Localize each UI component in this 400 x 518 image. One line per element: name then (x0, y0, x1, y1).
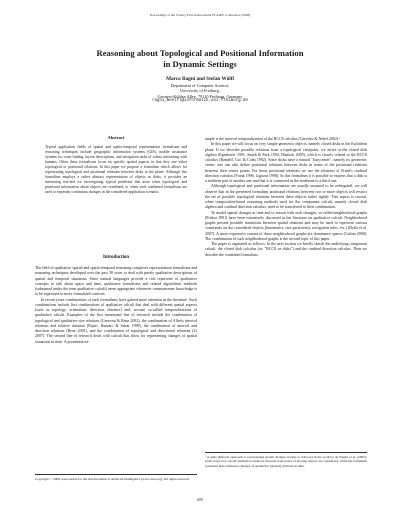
university: University of Freiburg, (180, 88, 220, 94)
right-paragraph-5: The paper is organized as follows: In the next section we briefly sketch the underlying component calculi, the closed disk calculus (or: "RCC8 on disks") and the cardinal direction calculus. Then we describe the combined formalism. (205, 241, 367, 257)
running-head: Proceedings of the Twenty-First International FLAIRS Conference (2008) (149, 13, 251, 17)
emails: ragni,woelfl@informatik.uni-freiburg.de (152, 99, 248, 104)
department: Department of Computer Science, (170, 82, 230, 88)
right-paragraph-4: To model spatial changes in time and to reason with such changes, so-called neighborhood graphs (Freksa 1991) have been extensively discussed in the literature on qualitative calculi. Neighborhood graphs present possible transitions between spatial relations and may be used to represent various constraints on the considered objects (kinematics, size persistency, navigation rules, etc.) (Dylla et al. 2007). A more expressive variant of these neighborhood graphs are dominance spaces (Galton 2000). The combination of such neighborhood graphs is the second topic of this paper. (205, 209, 367, 241)
page-number: 609 (197, 498, 203, 502)
footnote: ¹ A quite different approach to representing spatial changes in time is followed in the work by de Weghe et al. (2005): in the trajectory calculi qualitative relations between trajectories of moving objects are considered, while the formalism presented here addresses changes of qualitative (spatial) relations in time. (205, 452, 367, 468)
right-paragraph-3: Although topological and positional information are usually assumed to be orthogonal, we will observe that in the presented formalism positional relations between two or more objects will restrict the set of possible topological relations between these objects rather tightly. This aspect is crucial, when composition-based reasoning methods used for the component calculi, namely closed disk algebra and cardinal direction calculus, need to be transferred to their combination. (205, 183, 367, 210)
paper-title (60, 48, 340, 69)
address: Georges-Köhler-Allee, 79110 Freiburg, Germany (157, 93, 243, 99)
right-paragraph-1: ample is the interval temporalization of the RCC8 calculus (Gerevini & Nebel 2002).¹ (205, 136, 341, 141)
introduction-body (35, 265, 197, 344)
title-line-2: in Dynamic Settings (163, 58, 237, 69)
intro-paragraph-1: The field of qualitative spatial and spatio-temporal reasoning comprises representation formalisms and reasoning techniques developed over the past 30 years to deal with purely qualitative descriptions of spatial and temporal situations. Since natural languages provide a rich repertoire of qualitative concepts to talk about space and time, qualitative formalisms and related algorithmic methods (subsumed under the term qualitative calculi) seem appropriate whenever commonsense knowledge is to be expressed in more formalized contexts. (35, 265, 197, 297)
author-block (60, 76, 340, 105)
right-paragraph-2: In this paper we will focus on very simple geometric objects, namely closed disks in the Euclidean plane. If we describe possible relations from a topological viewpoint, we arrive at the closed disk algebra (Egenhofer 1991; Smith & Park 1992; Düntsch 2005), which is closely related to the RCC8 calculus (Randell, Cui, & Cohn 1992). Since disks have a natural "barycenter", namely its geometric center, one can also define positional relations between disks in terms of the positional relations between their center points. For these positional relations we use the relations of Frank's cardinal direction calculus (Frank 1996; Ligozat 1998). In this formalism it is possible to express that a disk is a northern part of another one and that it is connected in the northeast to a third one. (205, 141, 367, 183)
copyright-notice: Copyright © 2008, Association for the Advancement of Artificial Intelligence (www.aaai.org). All rights reserved. (35, 474, 197, 481)
intro-paragraph-2: In recent years combinations of such formalisms have gained more attention in the literature. Such combinations include first combinations of qualitative calculi that deal with different spatial aspects (such as topology, orientation, direction, distance) and, second, so-called temporalizations of qualitative calculi. Examples of the first mentioned line of research include the combination of topological and qualitative size relations (Gerevini & Renz 2002), the combination of Allen's interval relations and relative duration (Pujari, Kumari, & Sattar 1999), the combination of interval and direction relations (Renz 2001), and the combination of topological and directional relations (Li 2007). The second line of research deals with calculi that allow for representing changes of spatial situations in time. A prominent ex- (35, 296, 197, 344)
introduction-heading: Introduction (102, 255, 130, 260)
abstract-text: Typical application fields of spatial and spatio-temporal representation formalisms and reasoning techniques include geographic information systems (GIS), mobile assistance systems for route finding, layout descriptions, and navigation tasks of robots interacting with humans. Often these formalisms focus on specific spatial aspects in that they use either topological or positional relations. In this paper we propose a formalism which allows for representing topological and positional relations between disks in the plane. Although this formalism employs a rather abstract representation of objects as disks, it provides an interesting test-bed for investigating typical problems that arise when topological and positional information about objects are combined, or when such combined formalisms are used to represent continuous changes in the considered application scenario. (45, 145, 187, 194)
author-names: Marco Ragni and Stefan Wölfl (166, 76, 234, 82)
title-line-1: Reasoning about Topological and Positional Information (96, 48, 304, 58)
right-column-body (205, 136, 367, 257)
abstract-heading: Abstract (107, 135, 125, 140)
